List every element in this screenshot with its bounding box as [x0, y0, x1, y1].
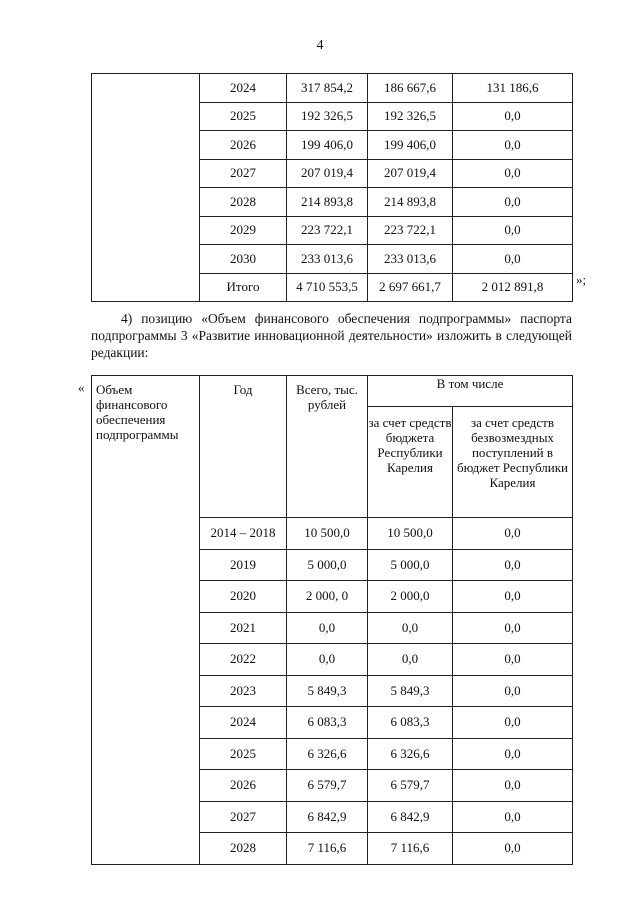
cell-budget: 6 326,6 [368, 738, 453, 770]
cell-budget: 199 406,0 [368, 131, 453, 160]
cell-year: Итого [200, 273, 287, 302]
cell-total: 6 579,7 [287, 770, 368, 802]
opening-quote-mark: « [78, 380, 85, 395]
cell-budget: 5 849,3 [368, 675, 453, 707]
cell-grants: 0,0 [453, 801, 573, 833]
cell-total: 199 406,0 [287, 131, 368, 160]
cell-total: 5 849,3 [287, 675, 368, 707]
table2-header-row [92, 376, 573, 407]
cell-year: 2028 [200, 188, 287, 217]
cell-total: 0,0 [287, 644, 368, 676]
cell-grants: 0,0 [453, 770, 573, 802]
header-grants-cell: за счет средств безвозмездных поступлений в бюджет Республики Карелия [453, 407, 573, 518]
cell-grants: 0,0 [453, 159, 573, 188]
cell-budget: 7 116,6 [368, 833, 453, 865]
cell-grants: 0,0 [453, 518, 573, 550]
amendment-paragraph [91, 310, 572, 361]
cell-total: 6 842,9 [287, 801, 368, 833]
cell-year: 2030 [200, 245, 287, 274]
cell-budget: 2 000,0 [368, 581, 453, 613]
cell-year: 2029 [200, 216, 287, 245]
table-row [92, 74, 573, 103]
cell-budget: 207 019,4 [368, 159, 453, 188]
cell-total: 2 000, 0 [287, 581, 368, 613]
cell-grants: 0,0 [453, 833, 573, 865]
cell-total: 317 854,2 [287, 74, 368, 103]
cell-year: 2025 [200, 738, 287, 770]
cell-year: 2025 [200, 102, 287, 131]
cell-year: 2024 [200, 707, 287, 739]
cell-budget: 5 000,0 [368, 549, 453, 581]
closing-quote-mark: »; [576, 272, 587, 287]
header-total-cell: Всего, тыс. рублей [287, 376, 368, 518]
header-year-cell: Год [200, 376, 287, 518]
cell-budget: 223 722,1 [368, 216, 453, 245]
cell-year: 2019 [200, 549, 287, 581]
cell-grants: 0,0 [453, 612, 573, 644]
cell-budget: 214 893,8 [368, 188, 453, 217]
cell-year: 2021 [200, 612, 287, 644]
cell-total: 6 326,6 [287, 738, 368, 770]
table1-body [92, 74, 573, 302]
cell-grants: 0,0 [453, 188, 573, 217]
cell-budget: 233 013,6 [368, 245, 453, 274]
cell-total: 223 722,1 [287, 216, 368, 245]
cell-year: 2020 [200, 581, 287, 613]
header-budget-cell: за счет средств бюджета Республики Карелия [368, 407, 453, 518]
cell-budget: 0,0 [368, 612, 453, 644]
cell-grants: 0,0 [453, 245, 573, 274]
cell-total: 192 326,5 [287, 102, 368, 131]
page-number: 4 [316, 38, 324, 53]
cell-grants: 0,0 [453, 549, 573, 581]
cell-year: 2024 [200, 74, 287, 103]
amendment-text: 4) позицию «Объем финансового обеспечения подпрограммы» паспорта подпрограммы 3 «Развитие инновационной деятельности» изложить в следующей редакции: [91, 311, 572, 360]
cell-budget: 6 842,9 [368, 801, 453, 833]
cell-grants: 0,0 [453, 675, 573, 707]
cell-total: 7 116,6 [287, 833, 368, 865]
cell-total: 5 000,0 [287, 549, 368, 581]
cell-grants: 0,0 [453, 131, 573, 160]
cell-total: 4 710 553,5 [287, 273, 368, 302]
cell-grants: 0,0 [453, 738, 573, 770]
cell-grants: 0,0 [453, 581, 573, 613]
cell-grants: 0,0 [453, 216, 573, 245]
cell-budget: 192 326,5 [368, 102, 453, 131]
cell-total: 0,0 [287, 612, 368, 644]
cell-year: 2022 [200, 644, 287, 676]
cell-budget: 6 579,7 [368, 770, 453, 802]
cell-year: 2023 [200, 675, 287, 707]
financing-table-continuation [91, 73, 573, 302]
cell-grants: 0,0 [453, 644, 573, 676]
cell-total: 233 013,6 [287, 245, 368, 274]
cell-grants: 131 186,6 [453, 74, 573, 103]
header-including-cell: В том числе [368, 376, 573, 407]
cell-year: 2027 [200, 801, 287, 833]
cell-total: 10 500,0 [287, 518, 368, 550]
cell-budget: 0,0 [368, 644, 453, 676]
cell-total: 207 019,4 [287, 159, 368, 188]
header-param-cell: Объем финансового обеспечения подпрограммы [92, 376, 200, 865]
cell-grants: 2 012 891,8 [453, 273, 573, 302]
cell-budget: 2 697 661,7 [368, 273, 453, 302]
subprogram-3-financing-table [91, 375, 573, 865]
cell-grants: 0,0 [453, 102, 573, 131]
cell-budget: 10 500,0 [368, 518, 453, 550]
cell-grants: 0,0 [453, 707, 573, 739]
cell-year: 2026 [200, 770, 287, 802]
cell-budget: 6 083,3 [368, 707, 453, 739]
cell-total: 6 083,3 [287, 707, 368, 739]
table2-body [92, 376, 573, 865]
cell-total: 214 893,8 [287, 188, 368, 217]
cell-year: 2028 [200, 833, 287, 865]
param-cell [92, 74, 200, 302]
cell-budget: 186 667,6 [368, 74, 453, 103]
cell-year: 2027 [200, 159, 287, 188]
cell-year: 2026 [200, 131, 287, 160]
cell-year: 2014 – 2018 [200, 518, 287, 550]
